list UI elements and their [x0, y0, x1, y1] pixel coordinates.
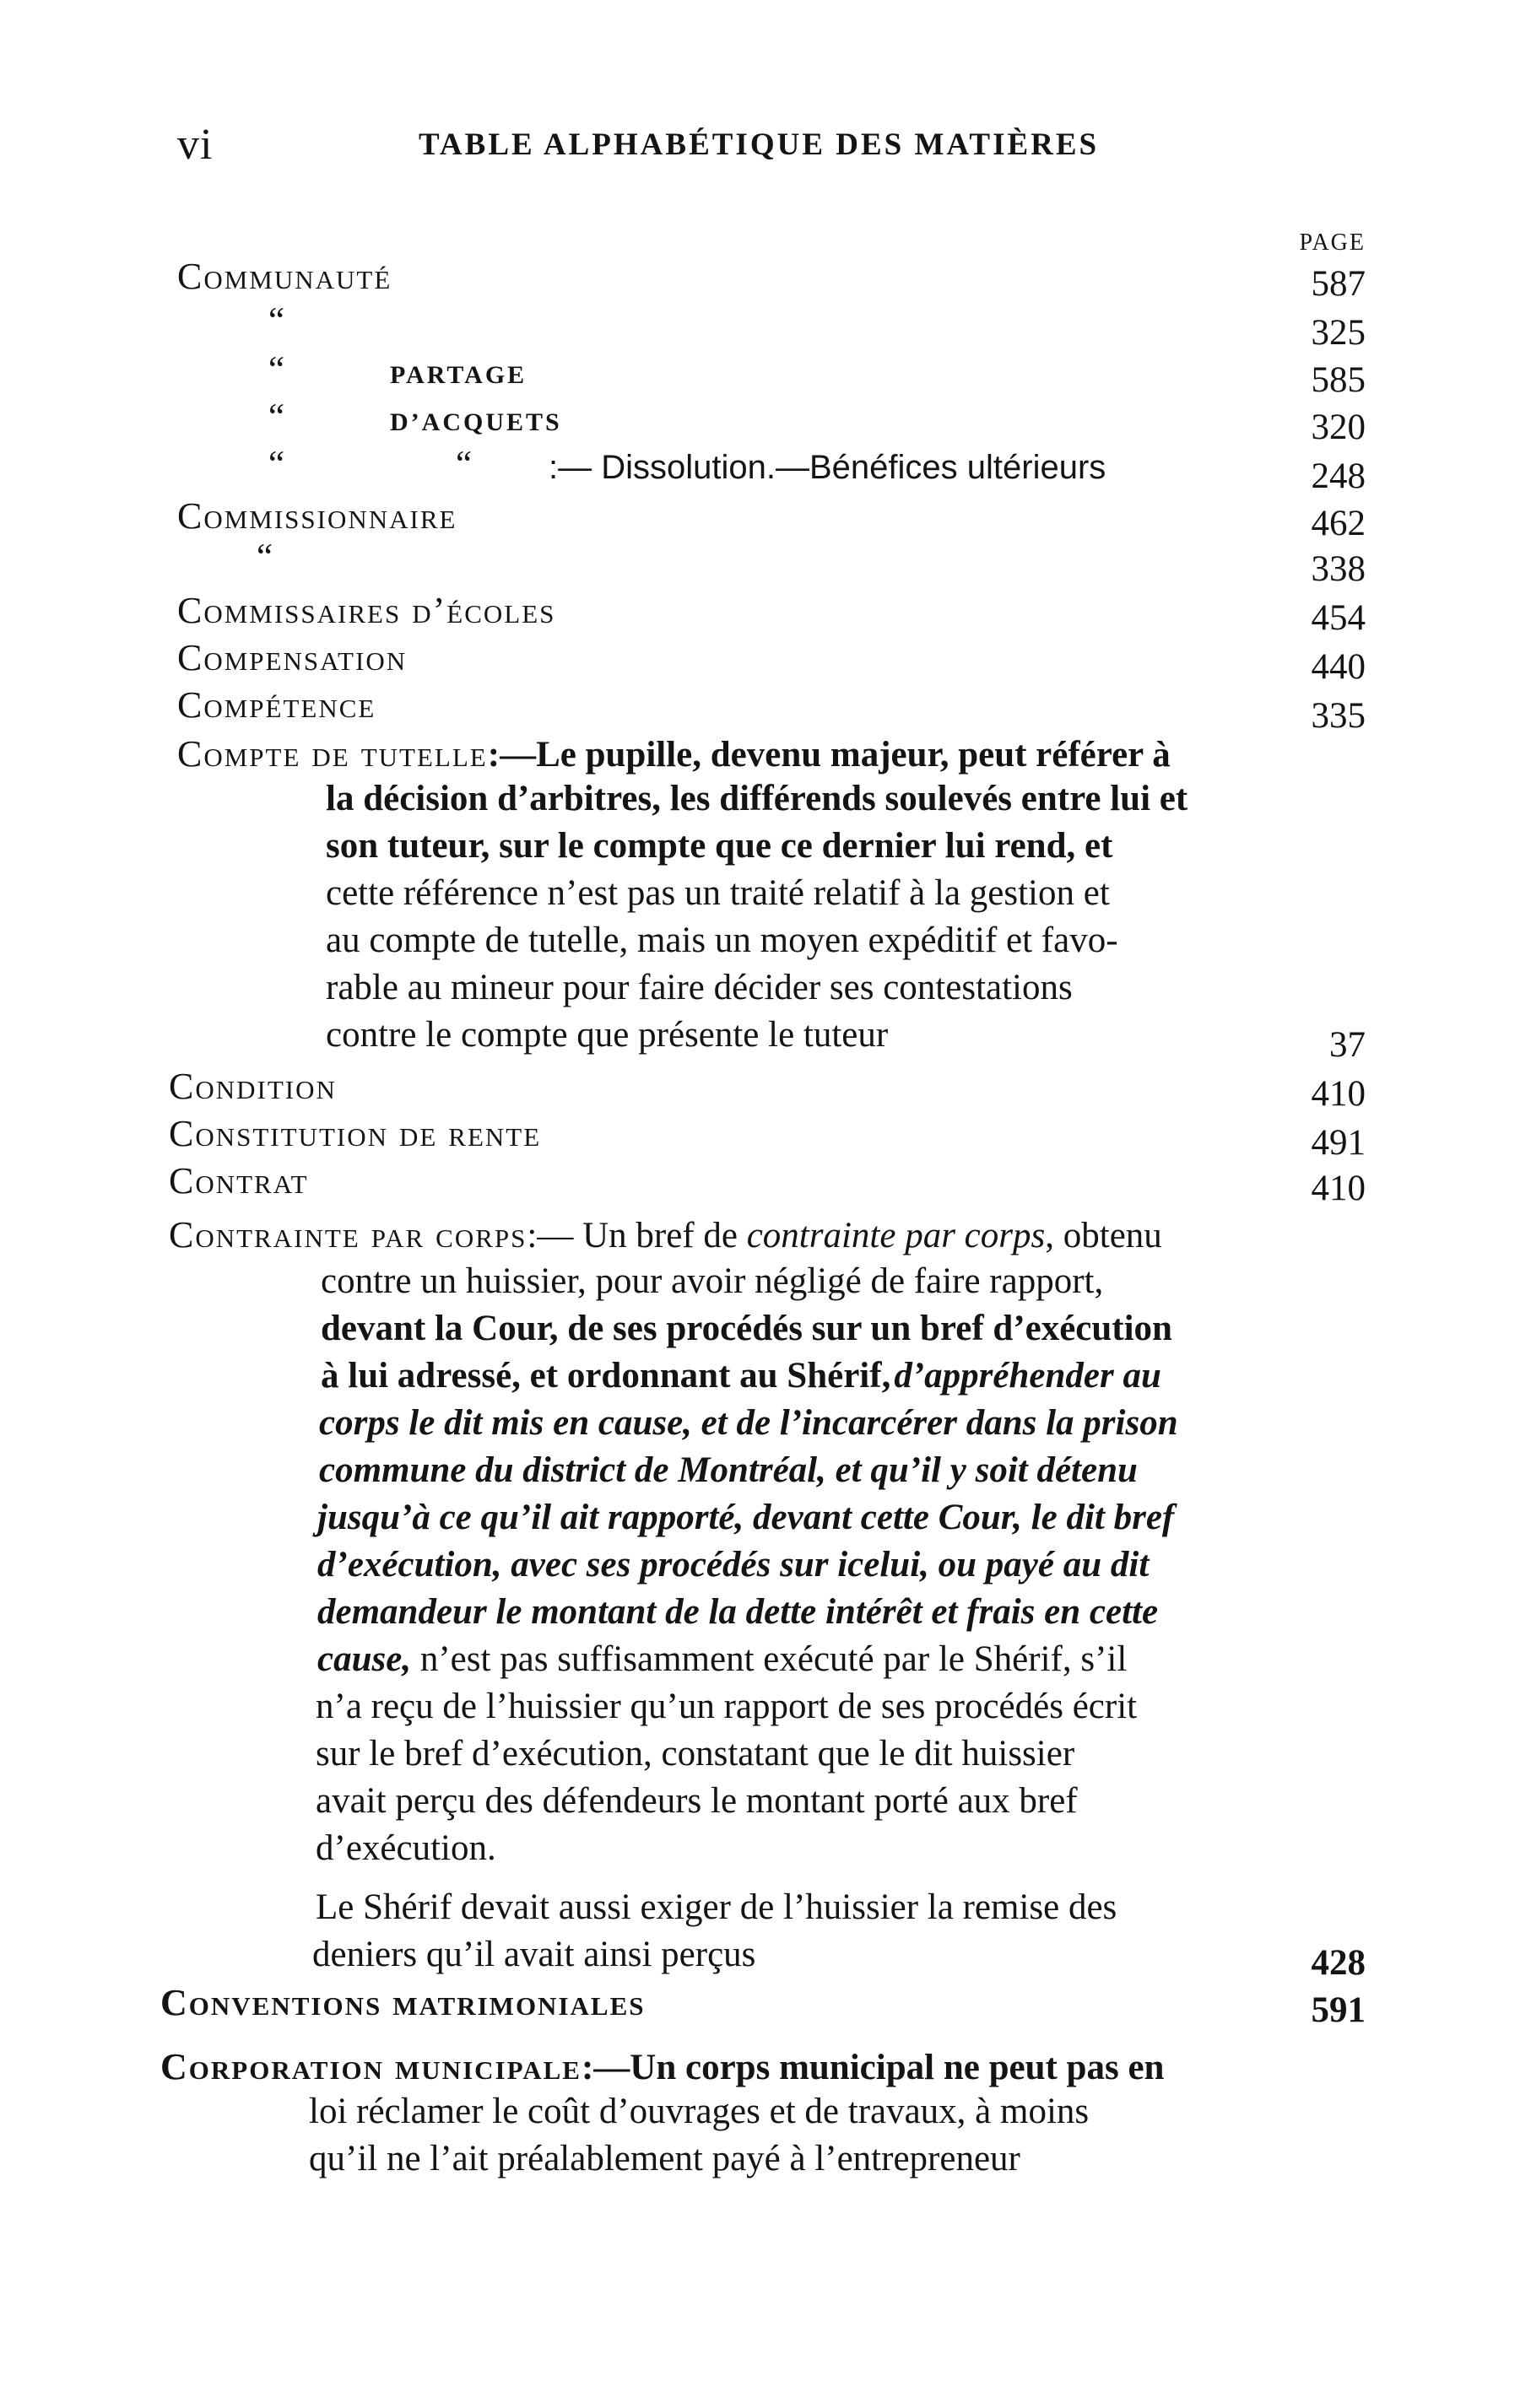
- entry-page: 338: [1311, 549, 1366, 589]
- entry-text: :—Le pupille, devenu majeur, peut référer à: [487, 735, 1171, 775]
- ditto-mark: “: [268, 301, 285, 341]
- entry-text: n’a reçu de l’huissier qu’un rapport de ses procédés écrit: [316, 1687, 1138, 1726]
- entry-page: 410: [1311, 1169, 1366, 1208]
- entry-text: :—Un corps municipal ne peut pas en: [581, 2048, 1165, 2087]
- entry-name: Commissionnaire: [177, 495, 457, 537]
- ditto-mark: “: [456, 445, 473, 484]
- entry-page: 587: [1311, 264, 1366, 304]
- entry-page: 410: [1311, 1074, 1366, 1114]
- entry-text: n’est pas suffisamment exécuté par le Shérif, s’il: [411, 1639, 1128, 1679]
- entry-page: 320: [1311, 408, 1366, 447]
- entry-text: Le Shérif devait aussi exiger de l’huissier la remise des: [316, 1887, 1117, 1927]
- entry-name: Condition: [169, 1066, 337, 1107]
- ditto-mark: “: [268, 350, 285, 390]
- entry-name: Compétence: [177, 684, 376, 726]
- page-number-roman: vi: [177, 121, 214, 169]
- entry-text: la décision d’arbitres, les différends soulevés entre lui et: [326, 779, 1188, 818]
- entry-text-italic: commune du district de Montréal, et qu’il y soit détenu: [319, 1450, 1138, 1490]
- entry-name: Communauté: [177, 256, 392, 297]
- entry-page: 591: [1311, 1990, 1366, 2030]
- page-column-label: PAGE: [1299, 229, 1366, 256]
- entry-text: son tuteur, sur le compte que ce dernier lui rend, et: [326, 826, 1113, 866]
- entry-text: à lui adressé, et ordonnant au Shérif,: [321, 1356, 891, 1396]
- ditto-mark: “: [257, 537, 273, 577]
- entry-text: :— Dissolution.—Bénéfices ultérieurs: [549, 449, 1106, 486]
- entry-text-italic: jusqu’à ce qu’il ait rapporté, devant cette Cour, le dit bref: [317, 1498, 1175, 1537]
- entry-text-italic: demandeur le montant de la dette intérêt et frais en cette: [317, 1592, 1159, 1632]
- ditto-mark: “: [268, 397, 285, 437]
- ditto-mark: “: [268, 445, 285, 484]
- entry-text: :— Un bref de: [527, 1216, 747, 1255]
- entry-page: 462: [1311, 504, 1366, 543]
- entry-text: avait perçu des défendeurs le montant porté aux bref: [316, 1781, 1078, 1821]
- entry-text: sur le bref d’exécution, constatant que le dit huissier: [316, 1734, 1075, 1774]
- entry-text: loi réclamer le coût d’ouvrages et de travaux, à moins: [309, 2092, 1090, 2131]
- entry-page: 37: [1329, 1025, 1366, 1065]
- entry-page: 440: [1311, 647, 1366, 687]
- entry-page: 454: [1311, 598, 1366, 638]
- entry-text: contre le compte que présente le tuteur: [326, 1015, 889, 1055]
- page-title: TABLE ALPHABÉTIQUE DES MATIÈRES: [419, 127, 1100, 162]
- entry-text: deniers qu’il avait ainsi perçus: [312, 1935, 756, 1974]
- entry-text: qu’il ne l’ait préalablement payé à l’entrepreneur: [309, 2139, 1020, 2179]
- entry-text-italic: corps le dit mis en cause, et de l’incarcérer dans la prison: [319, 1403, 1178, 1443]
- entry-page: 335: [1311, 696, 1366, 736]
- entry-page: 428: [1311, 1943, 1366, 1983]
- entry-text: contre un huissier, pour avoir négligé de faire rapport,: [321, 1261, 1104, 1301]
- entry-text: , obtenu: [1045, 1216, 1162, 1255]
- entry-name: Conventions matrimoniales: [160, 1982, 646, 2023]
- entry-text-italic: contrainte par corps: [746, 1216, 1046, 1255]
- entry-page: 491: [1311, 1123, 1366, 1163]
- entry-name: Commissaires d’écoles: [177, 590, 556, 631]
- entry-subheading: PARTAGE: [390, 361, 527, 389]
- entry-text: rable au mineur pour faire décider ses contestations: [326, 968, 1073, 1007]
- entry-text-italic: d’appréhender au: [894, 1356, 1161, 1396]
- entry-name: Constitution de rente: [169, 1113, 542, 1154]
- entry-subheading: D’ACQUETS: [390, 408, 562, 436]
- entry-text-italic: cause,: [317, 1639, 412, 1679]
- entry-name: Corporation municipale: [160, 2046, 582, 2087]
- entry-page: 585: [1311, 360, 1366, 400]
- entry-text: au compte de tutelle, mais un moyen expéditif et favo-: [326, 921, 1118, 960]
- entry-text: cette référence n’est pas un traité relatif à la gestion et: [326, 873, 1110, 913]
- entry-page: 248: [1311, 456, 1366, 496]
- entry-name: Compte de tutelle: [177, 733, 488, 775]
- entry-name: Contrat: [169, 1160, 309, 1201]
- entry-text-italic: d’exécution, avec ses procédés sur icelui, ou payé au dit: [317, 1545, 1150, 1585]
- entry-text: devant la Cour, de ses procédés sur un bref d’exécution: [321, 1309, 1172, 1348]
- entry-page: 325: [1311, 313, 1366, 353]
- entry-name: Contrainte par corps: [169, 1214, 527, 1255]
- entry-name: Compensation: [177, 637, 408, 678]
- entry-text: d’exécution.: [316, 1828, 496, 1868]
